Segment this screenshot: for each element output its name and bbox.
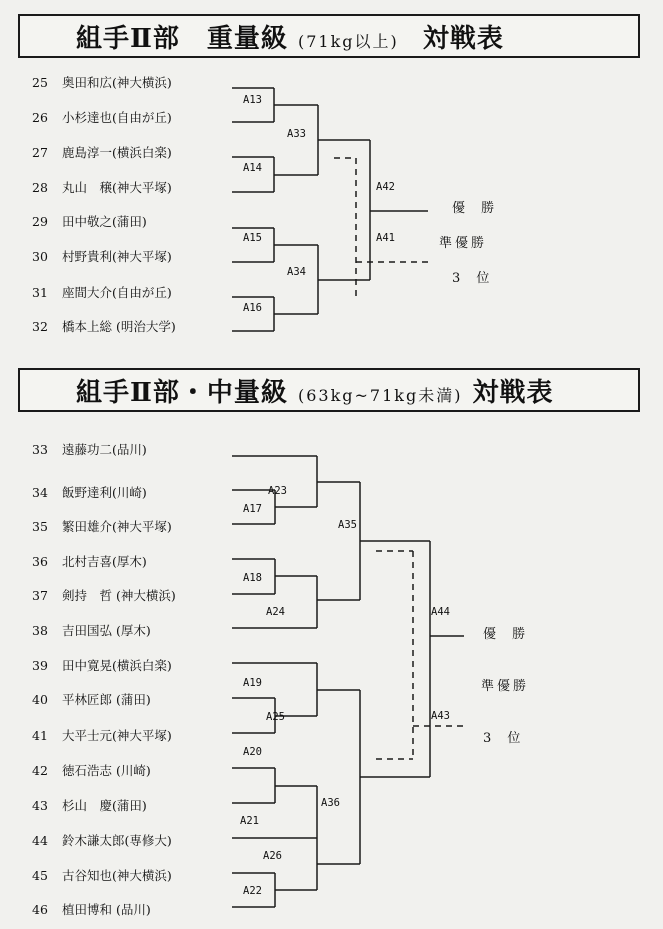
s1-winner: 優 勝 xyxy=(452,201,501,216)
match-label-a26: A26 xyxy=(263,850,282,862)
match-label-a16: A16 xyxy=(243,302,262,314)
match-label-a23: A23 xyxy=(268,485,287,497)
s2-player: 42 徳石浩志 (川崎) xyxy=(32,763,151,778)
match-label-a36: A36 xyxy=(321,797,340,809)
s1-player: 30 村野貴利(神大平塚) xyxy=(32,249,172,264)
s2-player: 44 鈴木謙太郎(専修大) xyxy=(32,833,172,848)
match-label-a42: A42 xyxy=(376,181,395,193)
s2-player: 46 植田博和 (品川) xyxy=(32,902,151,917)
match-label-a21: A21 xyxy=(240,815,259,827)
section2-title-sub: (63kg~71kg未満) xyxy=(297,386,463,405)
s2-player: 33 遠藤功二(品川) xyxy=(32,442,147,457)
section1-title-end: 対戦表 xyxy=(422,24,504,54)
section1-title-main: 組手Ⅱ部 重量級 xyxy=(76,24,288,54)
s2-player: 35 繁田雄介(神大平塚) xyxy=(32,519,172,534)
match-label-a13: A13 xyxy=(243,94,262,106)
match-label-a34: A34 xyxy=(287,266,306,278)
section1-title-sub: (71kg以上) xyxy=(297,32,399,51)
match-label-a25: A25 xyxy=(266,711,285,723)
match-label-a33: A33 xyxy=(287,128,306,140)
s1-player: 31 座間大介(自由が丘) xyxy=(32,285,172,300)
match-label-a19: A19 xyxy=(243,677,262,689)
s2-player: 37 剣持 哲 (神大横浜) xyxy=(32,588,176,603)
s2-player: 40 平林匠郎 (蒲田) xyxy=(32,692,151,707)
match-label-a44: A44 xyxy=(431,606,450,618)
s2-winner: 優 勝 xyxy=(483,627,532,642)
match-label-a18: A18 xyxy=(243,572,262,584)
s1-player: 26 小杉達也(自由が丘) xyxy=(32,110,172,125)
match-label-a17: A17 xyxy=(243,503,262,515)
match-label-a43: A43 xyxy=(431,710,450,722)
s2-player: 41 大平士元(神大平塚) xyxy=(32,728,172,743)
s2-player: 39 田中寛晃(横浜白楽) xyxy=(32,658,172,673)
s2-player: 45 古谷知也(神大横浜) xyxy=(32,868,172,883)
match-label-a20: A20 xyxy=(243,746,262,758)
match-label-a35: A35 xyxy=(338,519,357,531)
s1-player: 32 橋本上総 (明治大学) xyxy=(32,319,176,334)
s2-player: 38 吉田国弘 (厚木) xyxy=(32,623,151,638)
s2-player: 34 飯野達利(川崎) xyxy=(32,485,147,500)
s2-player: 36 北村吉喜(厚木) xyxy=(32,554,147,569)
s1-player: 27 鹿島淳一(横浜白楽) xyxy=(32,145,172,160)
match-label-a22: A22 xyxy=(243,885,262,897)
s2-third: 3 位 xyxy=(483,731,527,746)
s1-third: 3 位 xyxy=(452,271,496,286)
match-label-a15: A15 xyxy=(243,232,262,244)
match-label-a24: A24 xyxy=(266,606,285,618)
match-label-a14: A14 xyxy=(243,162,262,174)
match-label-a41: A41 xyxy=(376,232,395,244)
section2-title-main: 組手Ⅱ部・中量級 xyxy=(76,378,288,408)
s2-player: 43 杉山 慶(蒲田) xyxy=(32,798,147,813)
s2-runner-up: 準優勝 xyxy=(481,679,530,694)
s1-player: 28 丸山 穣(神大平塚) xyxy=(32,180,172,195)
section2-title-end: 対戦表 xyxy=(472,378,554,408)
s1-runner-up: 準優勝 xyxy=(439,236,488,251)
s1-player: 25 奥田和広(神大横浜) xyxy=(32,75,172,90)
s1-player: 29 田中敬之(蒲田) xyxy=(32,214,147,229)
